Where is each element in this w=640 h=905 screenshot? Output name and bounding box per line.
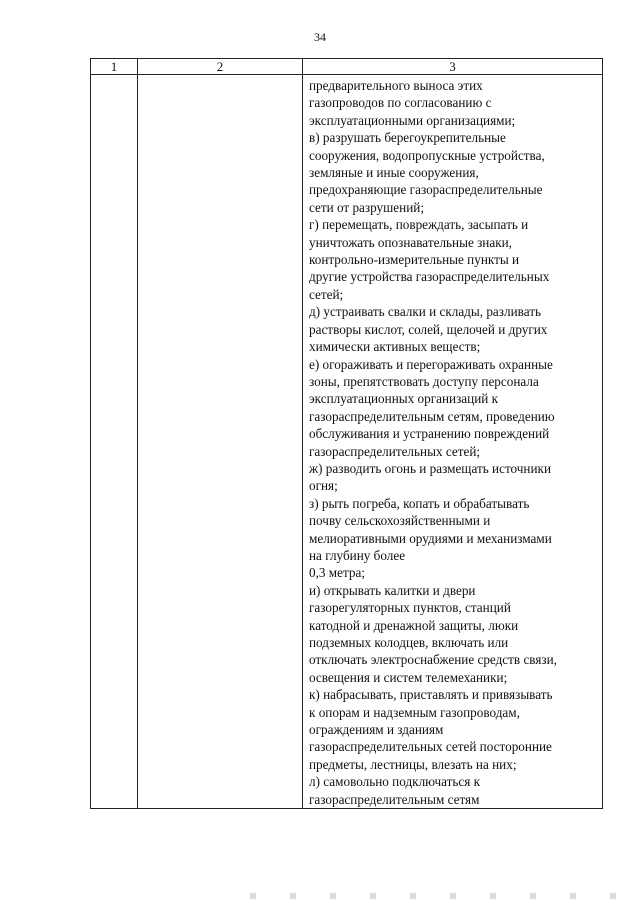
text-line: катодной и дренажной защиты, люки xyxy=(309,617,519,633)
text-line: газораспределительным сетям, проведению xyxy=(309,408,555,424)
page-number: 34 xyxy=(314,30,326,44)
text-line: газораспределительных сетей; xyxy=(309,443,481,459)
text-line: эксплуатационных организаций к xyxy=(309,391,499,407)
text-line: ограждениям и зданиям xyxy=(309,722,444,738)
text-line: эксплуатационными организациями; xyxy=(309,112,516,128)
text-line: ж) разводить огонь и размещать источники xyxy=(309,460,552,476)
text-line: сети от разрушений; xyxy=(309,199,424,215)
text-line: газораспределительным сетям xyxy=(309,791,480,807)
text-line: мелиоративными орудиями и механизмами xyxy=(309,530,552,546)
text-line: газопроводов по согласованию с xyxy=(309,95,492,111)
text-line: на глубину более xyxy=(309,547,406,563)
text-line: в) разрушать берегоукрепительные xyxy=(309,130,506,146)
text-line: растворы кислот, солей, щелочей и других xyxy=(309,321,548,337)
text-line: предметы, лестницы, влезать на них; xyxy=(309,756,517,772)
text-line: д) устраивать свалки и склады, разливать xyxy=(309,304,541,320)
text-line: химически активных веществ; xyxy=(309,339,481,355)
text-line: уничтожать опознавательные знаки, xyxy=(309,234,512,250)
text-line: к опорам и надземным газопроводам, xyxy=(309,704,520,720)
scan-artifact xyxy=(250,893,640,899)
column-header-2: 2 xyxy=(138,59,303,75)
text-line: зоны, препятствовать доступу персонала xyxy=(309,373,539,389)
table-row xyxy=(91,75,603,809)
text-line: огня; xyxy=(309,478,338,494)
text-line: з) рыть погреба, копать и обрабатывать xyxy=(309,495,530,511)
column-header-3: 3 xyxy=(303,59,603,75)
text-line: предохраняющие газораспределительные xyxy=(309,182,543,198)
text-line: сетей; xyxy=(309,286,344,302)
text-line: газораспределительных сетей посторонние xyxy=(309,739,552,755)
text-line: 0,3 метра; xyxy=(309,565,366,581)
cell-column-2 xyxy=(138,75,303,809)
text-line: е) огораживать и перегораживать охранные xyxy=(309,356,553,372)
regulation-table xyxy=(90,58,603,809)
text-line: подземных колодцев, включать или xyxy=(309,635,509,650)
text-line: сооружения, водопропускные устройства, xyxy=(309,147,545,163)
text-line: л) самовольно подключаться к xyxy=(309,774,481,790)
text-line: отключать электроснабжение средств связи, xyxy=(309,652,557,668)
cell-column-3-text xyxy=(303,75,603,809)
text-line: земляные и иные сооружения, xyxy=(309,165,479,181)
cell-column-1 xyxy=(91,75,138,809)
text-line: к) набрасывать, приставлять и привязывать xyxy=(309,687,553,703)
text-line: почву сельскохозяйственными и xyxy=(309,513,491,529)
text-line: освещения и систем телемеханики; xyxy=(309,669,508,685)
table-header-row xyxy=(91,59,603,75)
text-line: и) открывать калитки и двери xyxy=(309,582,476,598)
text-line: другие устройства газораспределительных xyxy=(309,269,550,285)
text-line: предварительного выноса этих xyxy=(309,78,483,93)
text-line: г) перемещать, повреждать, засыпать и xyxy=(309,217,529,233)
text-line: обслуживания и устранению повреждений xyxy=(309,426,550,442)
column-header-1: 1 xyxy=(91,59,138,75)
text-line: контрольно-измерительные пункты и xyxy=(309,252,520,268)
text-line: газорегуляторных пунктов, станций xyxy=(309,600,511,616)
